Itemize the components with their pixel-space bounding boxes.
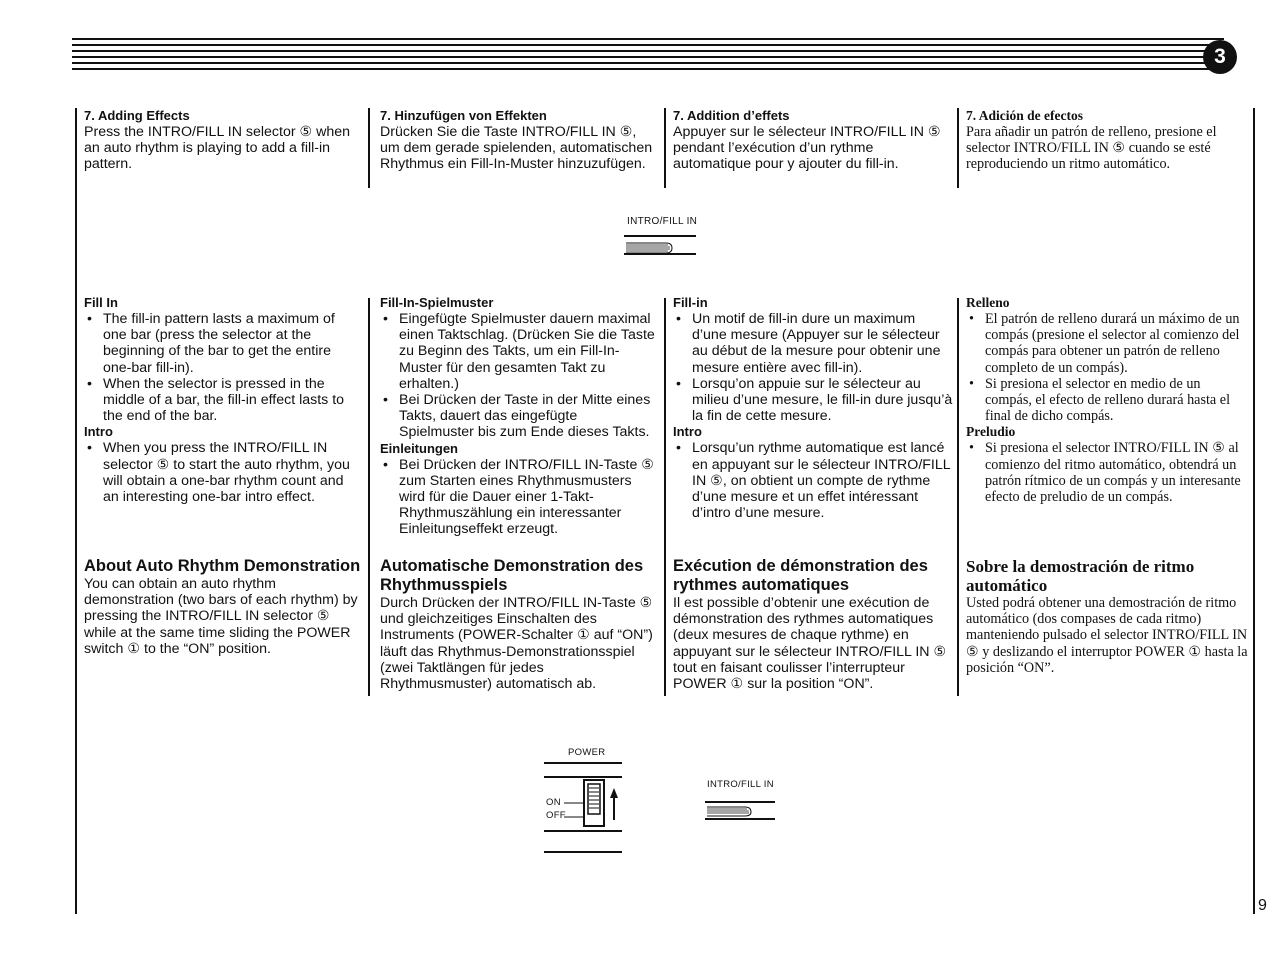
english-fill-intro [84,295,362,505]
section-number-badge: 3 [1203,40,1237,74]
panel-line [705,818,775,820]
list-item: • Si presiona el selector en medio de un compás, el efecto de relleno durará hasta el final de dicho compás. [966,376,1246,425]
demonstration-body: You can obtain an auto rhythm demonstration (two bars of each rhythm) by pressing the INTRO/FILL IN selector ⑤ while at the same time sliding the POWER switch ① to the “ON” position. [84,576,358,657]
demonstration-heading: Automatische Demonstration des Rhythmusspiels [380,557,644,594]
panel-line [544,762,622,764]
header-rule-band [72,38,1224,74]
fill-in-heading: Fill-in [673,295,708,310]
intro-fill-in-label: INTRO/FILL IN [627,216,698,227]
list-item: • El patrón de relleno durará un máximo de un compás (presione el selector al comienzo del compás para obtener un patrón de relleno completo de un compás). [966,311,1246,376]
german-fill-intro [380,295,656,538]
demonstration-body: Usted podrá obtener una demostración de ritmo automático (dos compases de cada ritmo) manteniendo pulsado el selector INTRO/FILL IN ⑤ y deslizando el interruptor POWER ① hasta la posición “ON”. [966,595,1248,676]
spanish-adding-effects [966,108,1246,173]
list-item: • Eingefügte Spielmuster dauern maximal einen Taktschlag. (Drücken Sie die Taste zu Beginn des Takts, um ein Fill-In-Muster für den gesamten Takt zu erhalten.) [380,311,656,392]
fill-in-heading: Relleno [966,295,1010,310]
demonstration-heading: Sobre la demostración de ritmo automático [966,557,1195,595]
list-item: • Un motif de fill-in dure un maximum d’une mesure (Appuyer sur le sélecteur au début de la mesure pour obtenir une mesure entière avec fill-in). [673,311,953,376]
fill-in-heading: Fill In [84,295,118,310]
column-rule [957,298,959,696]
list-item: • Lorsqu’un rythme automatique est lancé en appuyant sur le sélecteur INTRO/FILL IN ⑤, on obtient un compte de rythme d’une mesure et un effet intéressant d’intro d’une mesure. [673,440,953,521]
section-heading: 7. Addition d’effets [673,108,790,123]
intro-heading: Intro [673,424,702,440]
french-adding-effects [673,108,951,173]
page-number: 9 [1258,897,1267,914]
french-demonstration [673,557,951,692]
demonstration-body: Durch Drücken der INTRO/FILL IN-Taste ⑤ und gleichzeitiges Einschalten des Instruments (POWER-Schalter ① auf “ON”) läuft das Rhythmus-Demonstrationsspiel (zwei Taktlängen für jedes Rhythmusmuster) automatisch ab. [380,595,653,693]
panel-line [624,235,696,237]
intro-fill-in-label-2: INTRO/FILL IN [707,779,774,790]
panel-line [624,253,696,255]
column-rule [1253,108,1255,914]
german-demonstration [380,557,656,692]
intro-fill-in-button-icon-2 [705,804,775,818]
section-body: Appuyer sur le sélecteur INTRO/FILL IN ⑤ pendant l’exécution d’un rythme automatique pour y ajouter du fill-in. [673,124,941,173]
section-body: Press the INTRO/FILL IN selector ⑤ when an auto rhythm is playing to add a fill-in pattern. [84,124,351,173]
french-fill-intro [673,295,953,521]
column-rule [368,298,370,696]
english-demonstration [84,557,364,657]
spanish-demonstration [966,557,1248,676]
list-item: • The fill-in pattern lasts a maximum of one bar (press the selector at the beginning of the bar to get the entire one-bar fill-in). [84,311,362,376]
column-rule [368,108,370,188]
column-rule [664,298,666,696]
list-item: • When you press the INTRO/FILL IN selector ⑤ to start the auto rhythm, you will obtain a one-bar rhythm count and an interesting one-bar intro effect. [84,440,362,505]
section-heading: 7. Hinzufügen von Effekten [380,108,547,123]
list-item: • Lorsqu’on appuie sur le sélecteur au milieu d’une mesure, le fill-in dure jusqu’à la fin de cette mesure. [673,376,953,425]
list-item: • Bei Drücken der Taste in der Mitte eines Takts, dauert das eingefügte Spielmuster bis zum Ende dieses Takts. [380,392,656,441]
fill-in-heading: Fill-In-Spielmuster [380,295,494,310]
power-switch-icon [562,776,624,832]
section-heading: 7. Adding Effects [84,108,190,123]
english-adding-effects [84,108,364,173]
section-body: Drücken Sie die Taste INTRO/FILL IN ⑤, um dem gerade spielenden, automatischen Rhythmus ein Fill-In-Muster hinzuzufügen. [380,124,653,173]
intro-heading: Einleitungen [380,440,458,456]
list-item: • When the selector is pressed in the middle of a bar, the fill-in effect lasts to the end of the bar. [84,376,362,425]
power-label: POWER [568,747,606,758]
list-item: • Si presiona el selector INTRO/FILL IN ⑤ al comienzo del ritmo automático, obtendrá un patrón rítmico de un compás y un interesante efecto de preludio de un compás. [966,440,1246,505]
intro-heading: Preludio [966,424,1016,440]
column-rule [75,108,77,914]
on-label: ON [546,797,561,808]
german-adding-effects [380,108,656,173]
demonstration-heading: Exécution de démonstration des rythmes automatiques [673,557,928,594]
section-heading: 7. Adición de efectos [966,108,1083,123]
panel-line [705,801,775,803]
panel-line [544,851,622,853]
demonstration-body: Il est possible d’obtenir une exécution de démonstration des rythmes automatiques (deux mesures de chaque rythme) en appuyant sur le sélecteur INTRO/FILL IN ⑤ tout en faisant coulisser l’interrupteur POWER ① sur la position “ON”. [673,595,947,693]
off-label: OFF [546,810,566,821]
intro-heading: Intro [84,424,113,440]
spanish-fill-intro [966,295,1246,505]
demonstration-heading: About Auto Rhythm Demonstration [84,557,361,575]
section-body: Para añadir un patrón de relleno, presione el selector INTRO/FILL IN ⑤ cuando se esté reproduciendo un ritmo automático. [966,124,1217,173]
column-rule [664,108,666,188]
panel-line [544,830,622,832]
list-item: • Bei Drücken der INTRO/FILL IN-Taste ⑤ zum Starten eines Rhythmusmusters wird für die Dauer einer 1-Takt-Rhythmuszählung ein interessanter Einleitungseffekt erzeugt. [380,457,656,538]
column-rule [957,108,959,188]
